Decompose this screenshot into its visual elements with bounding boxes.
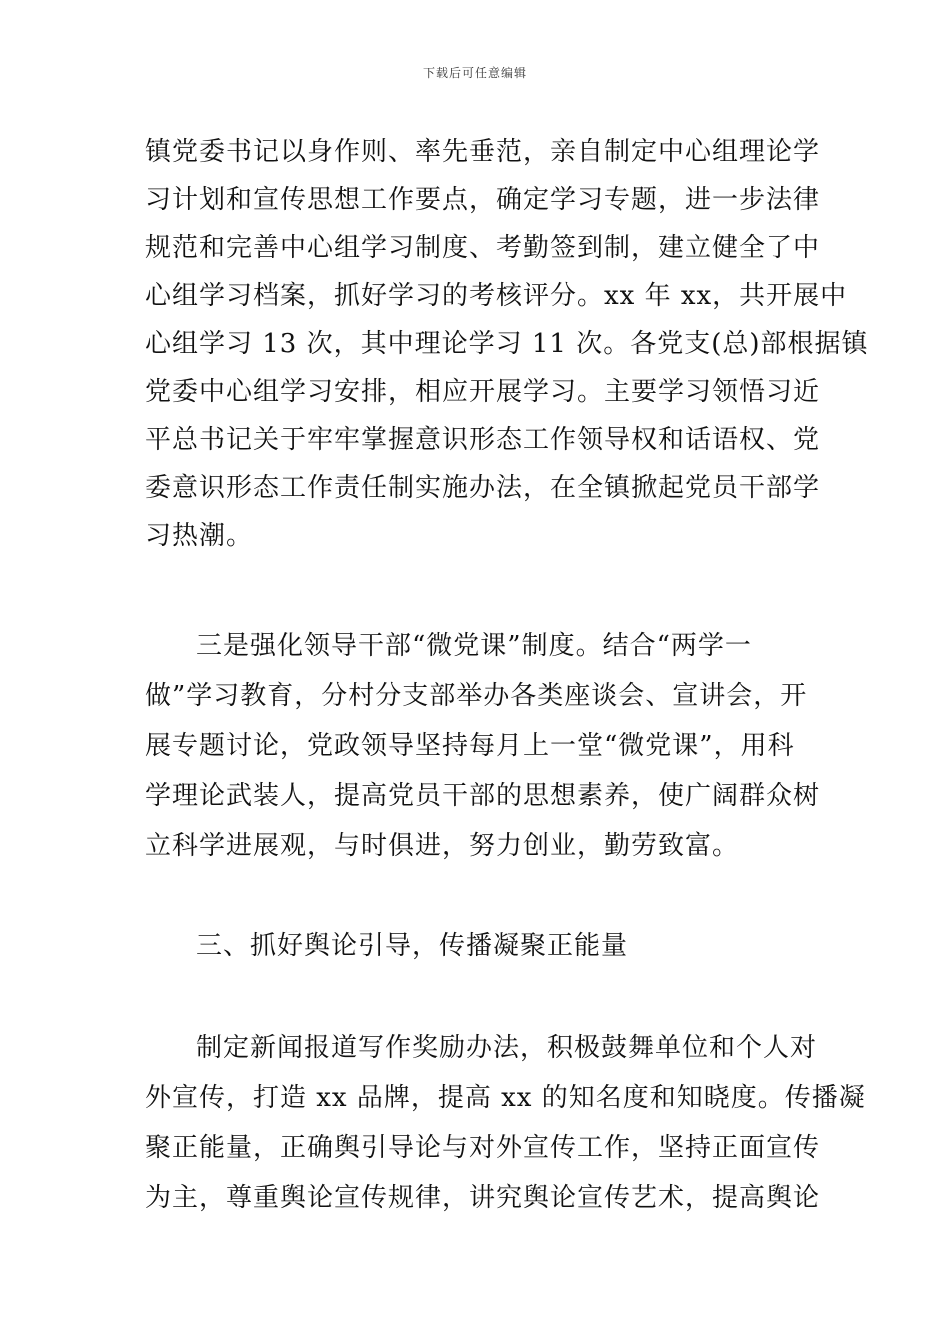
text-line: 习计划和宣传思想工作要点，确定学习专题，进一步法律 xyxy=(145,185,821,215)
text-line: 展专题讨论，党政领导坚持每月上一堂“微党课”，用科 xyxy=(145,731,795,761)
text-line: 心组学习档案，抓好学习的考核评分。xx 年 xx，共开展中 xyxy=(145,281,848,311)
text-line: 学理论武装人，提高党员干部的思想素养，使广阔群众树 xyxy=(145,781,821,811)
text-line: 委意识形态工作责任制实施办法，在全镇掀起党员干部学 xyxy=(145,473,821,503)
text-line: 三是强化领导干部“微党课”制度。结合“两学一 xyxy=(196,631,752,661)
text-line: 立科学进展观，与时俱进，努力创业，勤劳致富。 xyxy=(145,831,740,861)
text-line: 外宣传，打造 xx 品牌，提高 xx 的知名度和知晓度。传播凝 xyxy=(145,1083,866,1113)
text-line: 镇党委书记以身作则、率先垂范，亲自制定中心组理论学 xyxy=(145,137,821,167)
page-header-note: 下载后可任意编辑 xyxy=(422,66,527,80)
text-line: 党委中心组学习安排，相应开展学习。主要学习领悟习近 xyxy=(145,377,821,407)
text-line: 聚正能量，正确舆引导论与对外宣传工作，坚持正面宣传 xyxy=(145,1133,821,1163)
text-line: 习热潮。 xyxy=(145,521,254,551)
text-line: 心组学习 13 次，其中理论学习 11 次。各党支(总)部根据镇 xyxy=(145,329,869,359)
text-line: 做”学习教育，分村分支部举办各类座谈会、宣讲会，开 xyxy=(145,681,808,711)
text-line: 为主，尊重舆论宣传规律，讲究舆论宣传艺术，提高舆论 xyxy=(145,1183,821,1213)
text-line: 制定新闻报道写作奖励办法，积极鼓舞单位和个人对 xyxy=(196,1033,818,1063)
text-line: 平总书记关于牢牢掌握意识形态工作领导权和话语权、党 xyxy=(145,425,821,455)
text-line: 规范和完善中心组学习制度、考勤签到制，建立健全了中 xyxy=(145,233,821,263)
heading-text: 三、抓好舆论引导，传播凝聚正能量 xyxy=(196,931,629,961)
